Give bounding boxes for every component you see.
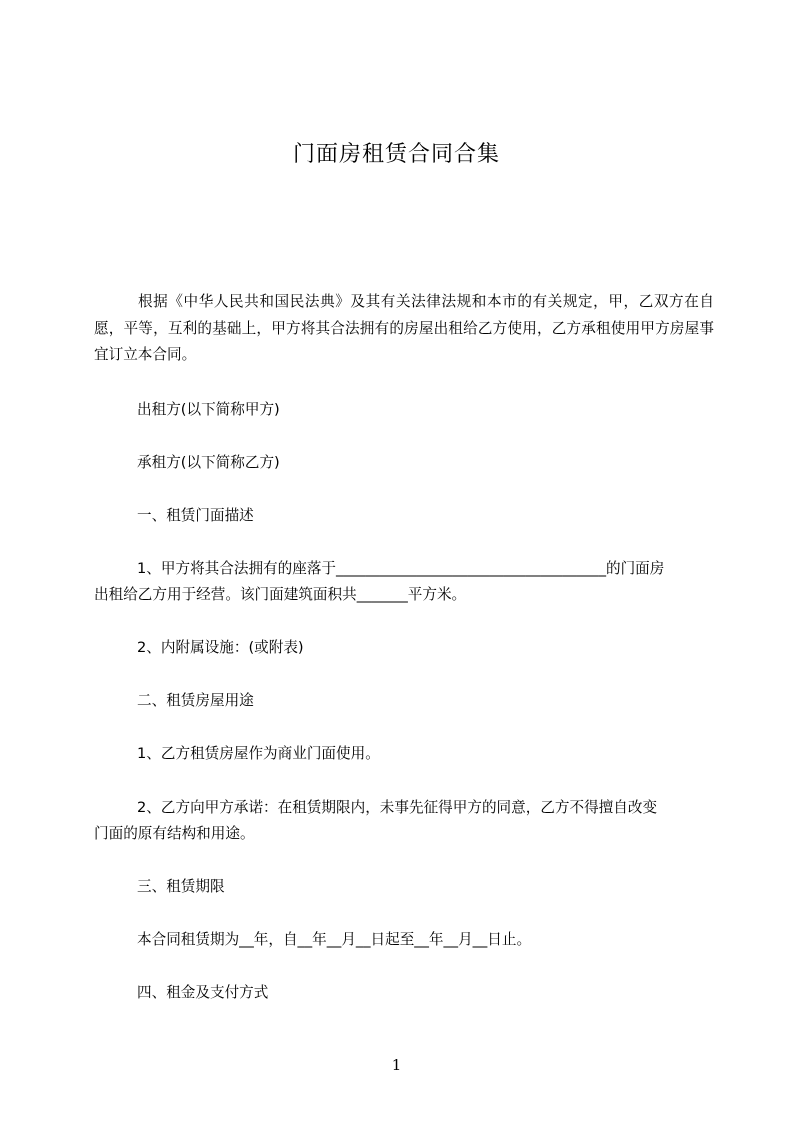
section-3-heading: 三、租赁期限 bbox=[137, 878, 225, 895]
section-1-item-1-line-2: 出租给乙方用于经营。该门面建筑面积共_______平方米。 bbox=[94, 586, 467, 603]
section-1-item-1-line-1: 1、甲方将其合法拥有的座落于_____________________________________的门面房 bbox=[137, 560, 665, 577]
section-1-heading: 一、租赁门面描述 bbox=[137, 507, 254, 524]
intro-paragraph: 根据《中华人民共和国民法典》及其有关法律法规和本市的有关规定，甲，乙双方在自愿，平等，互利的基础上，甲方将其合法拥有的房屋出租给乙方使用，乙方承租使用甲方房屋事宜订立本合同。 bbox=[94, 293, 714, 363]
section-3-text: 本合同租赁期为__年，自__年__月__日起至__年__月__日止。 bbox=[137, 931, 532, 948]
section-2-heading: 二、租赁房屋用途 bbox=[137, 692, 254, 709]
section-2-item-2-line-2: 门面的原有结构和用途。 bbox=[94, 825, 255, 842]
section-2-item-2-line-1: 2、乙方向甲方承诺：在租赁期限内，未事先征得甲方的同意，乙方不得擅自改变 bbox=[137, 799, 658, 816]
page-number: 1 bbox=[391, 1056, 402, 1074]
section-2-item-1: 1、乙方租赁房屋作为商业门面使用。 bbox=[137, 745, 380, 762]
lessor-line: 出租方(以下简称甲方) bbox=[137, 401, 280, 418]
lessee-line: 承租方(以下简称乙方) bbox=[137, 454, 280, 471]
section-1-item-2: 2、内附属设施：(或附表) bbox=[137, 639, 304, 656]
section-4-heading: 四、租金及支付方式 bbox=[137, 984, 269, 1001]
document-title: 门面房租赁合同合集 bbox=[292, 142, 500, 167]
